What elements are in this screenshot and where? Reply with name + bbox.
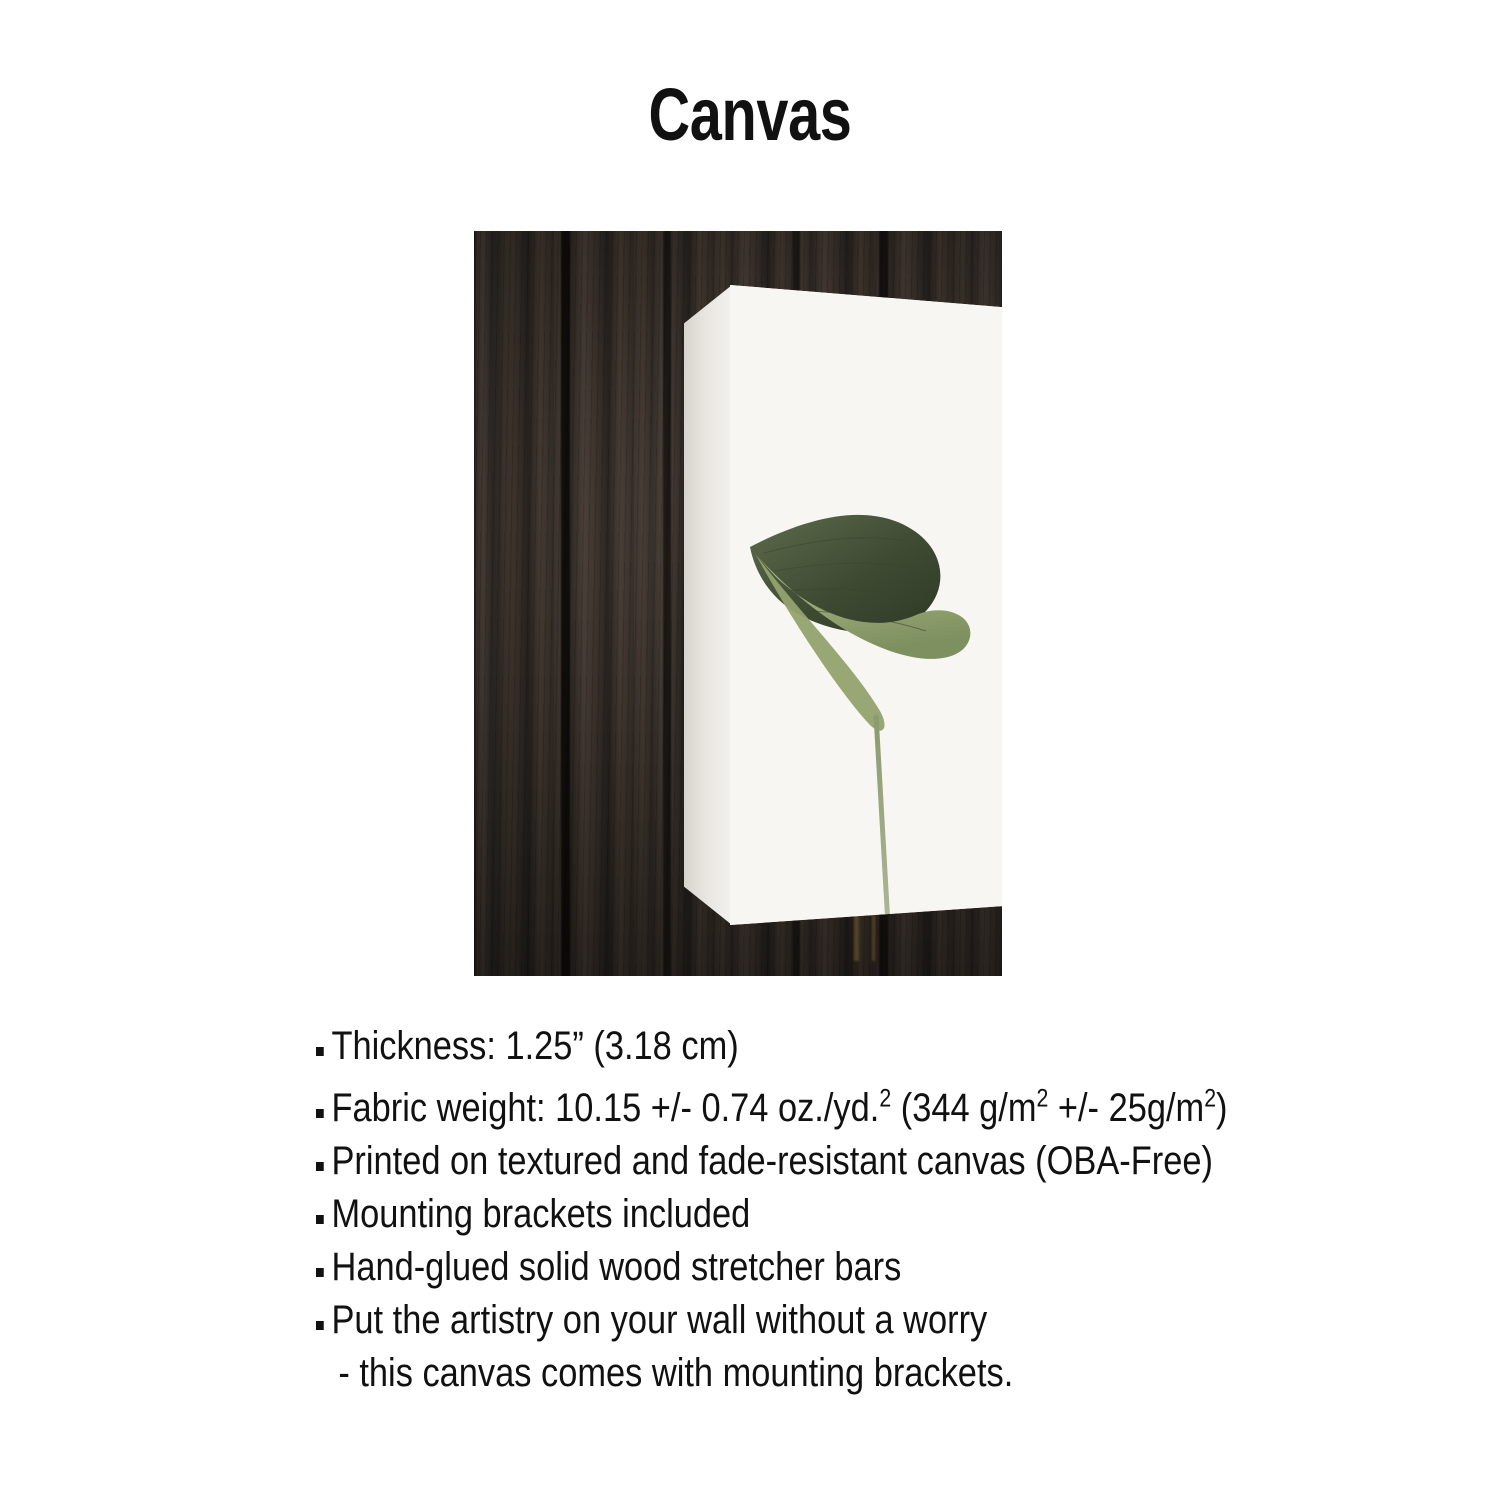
leaf-artwork bbox=[730, 285, 1002, 925]
bullet-icon bbox=[316, 1109, 324, 1118]
spec-item bbox=[316, 1188, 1185, 1241]
spec-item-continuation: - this canvas comes with mounting brackets. bbox=[338, 1351, 1014, 1396]
spec-item bbox=[316, 1020, 1185, 1073]
bullet-icon bbox=[316, 1047, 324, 1056]
bullet-icon bbox=[316, 1268, 324, 1277]
spec-item bbox=[316, 1135, 1213, 1188]
bullet-icon bbox=[316, 1215, 324, 1224]
canvas-side-edge bbox=[684, 285, 732, 925]
bullet-icon bbox=[316, 1321, 324, 1330]
spec-text: Printed on textured and fade-resistant canvas (OBA-Free) bbox=[331, 1139, 1213, 1184]
spec-item bbox=[316, 1241, 1185, 1294]
canvas-print bbox=[684, 285, 1002, 925]
spec-text: Hand-glued solid wood stretcher bars bbox=[331, 1245, 902, 1290]
spec-text: Mounting brackets included bbox=[331, 1192, 751, 1237]
page-title: Canvas bbox=[648, 73, 852, 156]
spec-text: Put the artistry on your wall without a worry bbox=[331, 1298, 988, 1343]
spec-text: Fabric weight: 10.15 +/- 0.74 oz./yd.$^2$ (344 $g/m^2$ +/- $25g/m^2$) bbox=[331, 1086, 1228, 1131]
spec-list bbox=[316, 1020, 1326, 1400]
spec-item bbox=[316, 1073, 1228, 1135]
spec-item bbox=[316, 1294, 1185, 1347]
canvas-front-face bbox=[730, 285, 1002, 925]
bullet-icon bbox=[316, 1162, 324, 1171]
spec-text: Thickness: 1.25” (3.18 cm) bbox=[331, 1024, 739, 1068]
product-image bbox=[474, 231, 1002, 976]
